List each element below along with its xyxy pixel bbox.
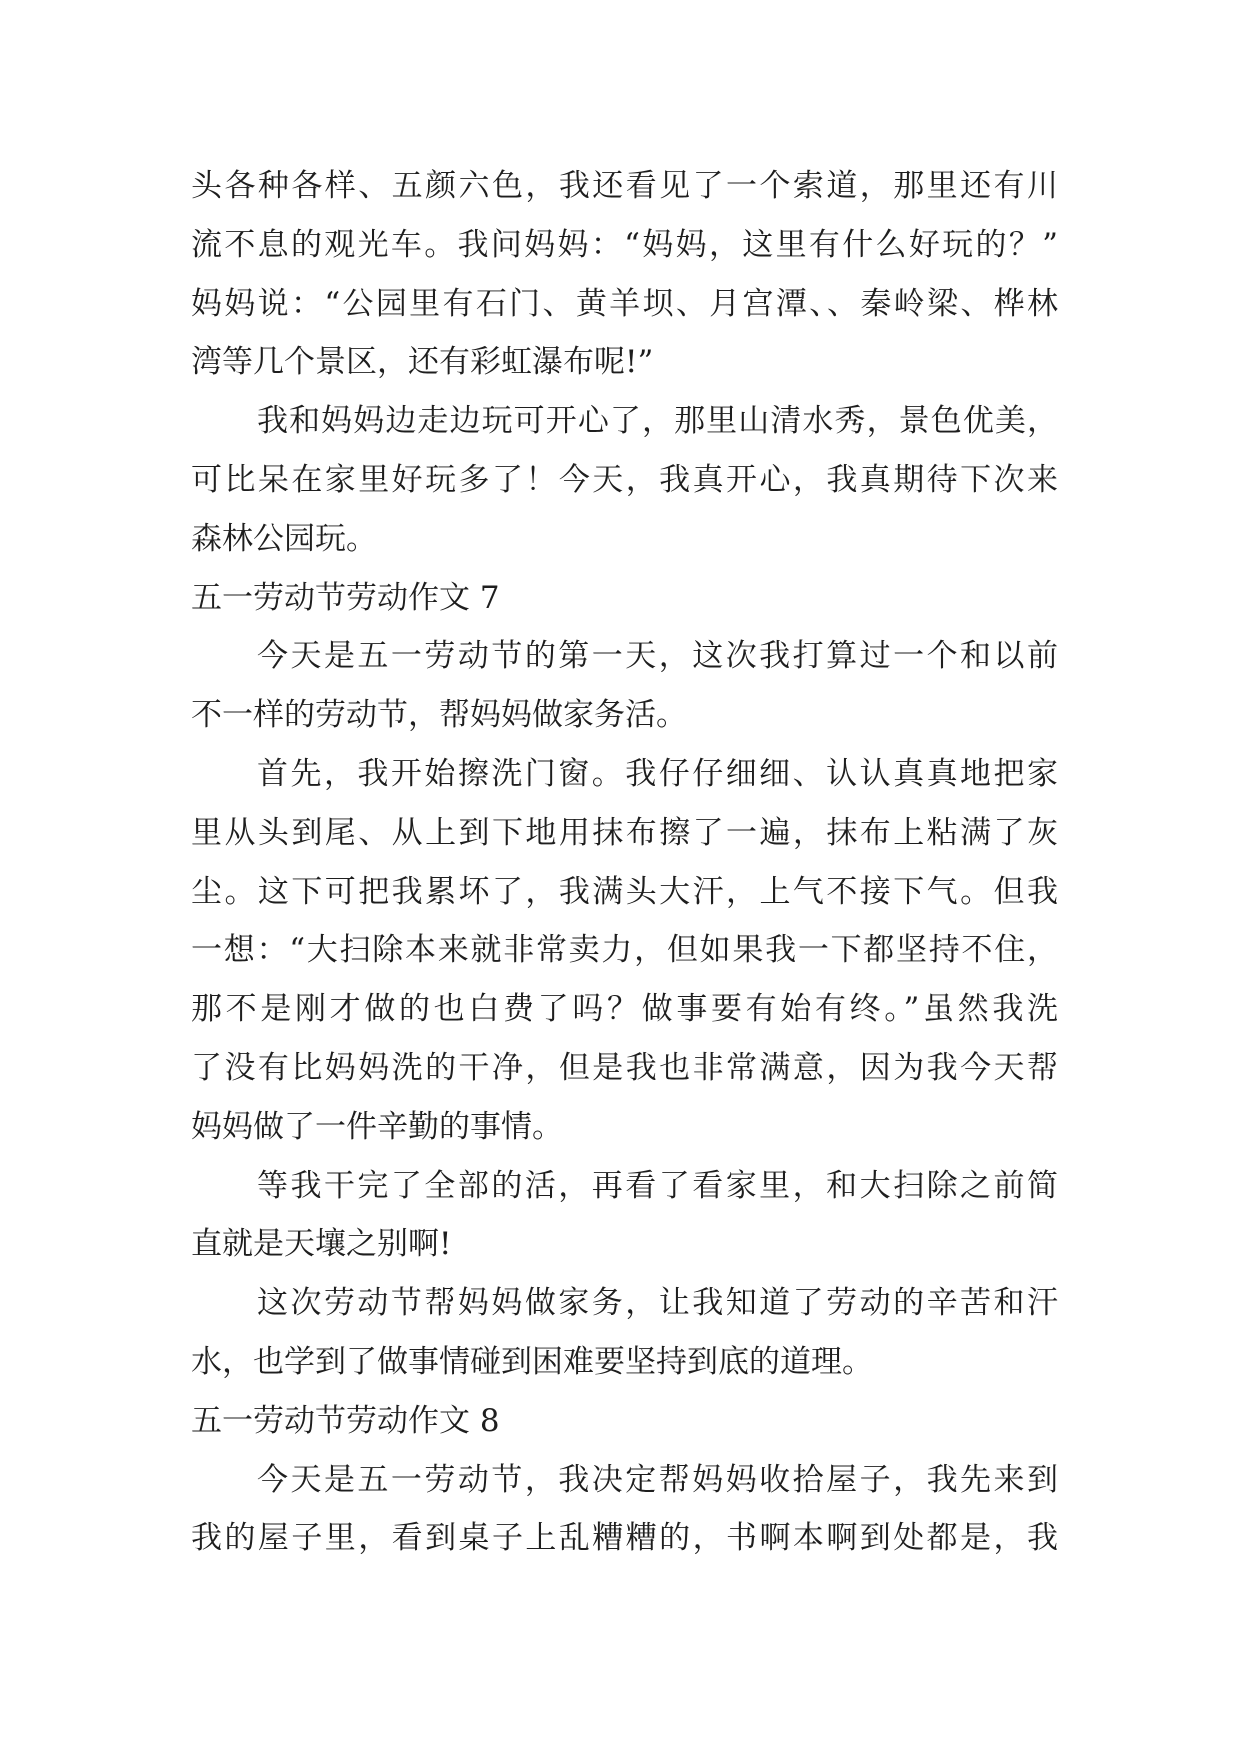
section-heading: 五一劳动节劳动作文 8 [191, 1402, 500, 1439]
text-line: 里从头到尾、从上到下地用抹布擦了一遍，抹布上粘满了灰 [191, 814, 1058, 851]
text-line: 我的屋子里，看到桌子上乱糟糟的，书啊本啊到处都是，我 [191, 1520, 1058, 1557]
text-line: 湾等几个景区，还有彩虹瀑布呢!” [191, 344, 654, 381]
text-line: 森林公园玩。 [191, 520, 377, 557]
paragraph [191, 157, 1058, 392]
paragraph [191, 1274, 1058, 1392]
text-line: 今天是五一劳动节，我决定帮妈妈收拾屋子，我先来到 [257, 1461, 1058, 1498]
text-line: 一想：“大扫除本来就非常卖力，但如果我一下都坚持不住， [191, 932, 1058, 969]
text-line: 不一样的劳动节，帮妈妈做家务活。 [191, 697, 687, 734]
paragraph [191, 392, 1058, 568]
text-line: 这次劳动节帮妈妈做家务，让我知道了劳动的辛苦和汗 [257, 1285, 1058, 1322]
text-line: 等我干完了全部的活，再看了看家里，和大扫除之前简 [257, 1167, 1058, 1204]
paragraph [191, 1157, 1058, 1275]
text-line: 我和妈妈边走边玩可开心了，那里山清水秀，景色优美， [257, 403, 1058, 440]
text-line: 妈妈说：“公园里有石门、黄羊坝、月宫潭、、秦岭梁、桦林 [191, 285, 1058, 322]
text-line: 妈妈做了一件辛勤的事情。 [191, 1108, 563, 1145]
text-line: 尘。这下可把我累坏了，我满头大汗，上气不接下气。但我 [191, 873, 1058, 910]
text-line: 了没有比妈妈洗的干净，但是我也非常满意，因为我今天帮 [191, 1049, 1058, 1086]
paragraph [191, 745, 1058, 1157]
text-line: 那不是刚才做的也白费了吗？做事要有始有终。”虽然我洗 [191, 991, 1058, 1028]
section-heading: 五一劳动节劳动作文 7 [191, 579, 500, 616]
text-line: 水，也学到了做事情碰到困难要坚持到底的道理。 [191, 1343, 873, 1380]
paragraph [191, 627, 1058, 745]
paragraph [191, 1451, 1058, 1569]
text-line: 流不息的观光车。我问妈妈：“妈妈，这里有什么好玩的？” [191, 226, 1058, 263]
document-body [191, 157, 1058, 1568]
text-line: 首先，我开始擦洗门窗。我仔仔细细、认认真真地把家 [257, 755, 1058, 792]
text-line: 头各种各样、五颜六色，我还看见了一个索道，那里还有川 [191, 168, 1058, 204]
text-line: 可比呆在家里好玩多了！今天，我真开心，我真期待下次来 [191, 461, 1058, 498]
text-line: 今天是五一劳动节的第一天，这次我打算过一个和以前 [257, 638, 1058, 675]
text-line: 直就是天壤之别啊! [191, 1226, 452, 1263]
